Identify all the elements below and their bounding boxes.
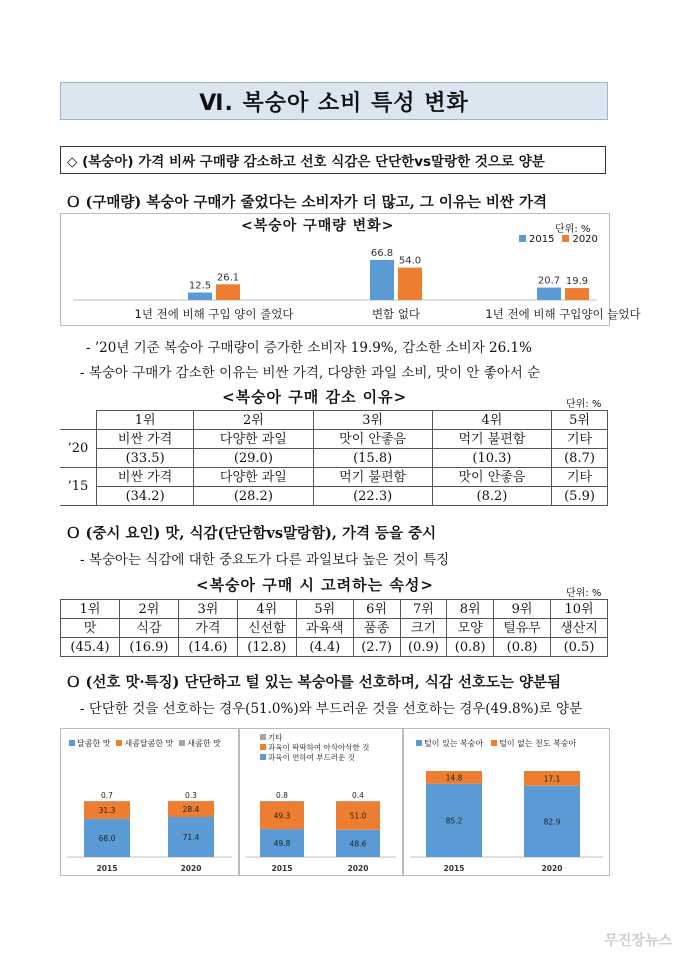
legend-label: 털이 없는 천도 복숭아 <box>499 739 577 748</box>
section1-bullet1: - ’20년 기준 복숭아 구매량이 증가한 소비자 19.9%, 감소한 소비자 26.1% <box>86 340 532 356</box>
table1-caption: <복숭아 구매 감소 이유> <box>222 388 408 406</box>
table-cell: 털유무 <box>494 619 551 638</box>
year-label: 2015 <box>96 864 118 873</box>
table-row <box>60 430 608 449</box>
stack-value-label: 14.8 <box>445 773 463 783</box>
table-cell: (8.7) <box>552 449 608 468</box>
watermark: 무진장뉴스 <box>604 933 672 949</box>
table-cell: 기타 <box>552 430 608 449</box>
table-cell: 신선함 <box>237 619 296 638</box>
table1 <box>60 410 608 506</box>
stack-value-label: 31.3 <box>98 806 116 816</box>
stack-value-label: 85.2 <box>445 816 463 826</box>
section3-heading: Ｏ (선호 맛·특징) 단단하고 털 있는 복숭아를 선호하며, 식감 선호도는 양분됨 <box>66 674 561 691</box>
chart4-svg <box>404 729 609 875</box>
table-cell: (14.6) <box>178 638 237 657</box>
legend-label: 2015 <box>529 234 555 245</box>
table-cell: (29.0) <box>194 449 313 468</box>
table-header: 8위 <box>447 600 494 619</box>
stack-value-label: 0.8 <box>276 791 288 801</box>
table-header: 3위 <box>178 600 237 619</box>
table-header: 5위 <box>552 411 608 430</box>
table-header: 4위 <box>432 411 551 430</box>
section2-heading: Ｏ (중시 요인) 맛, 식감(단단함vs말랑함), 가격 등을 중시 <box>66 525 437 542</box>
table-cell: 모양 <box>447 619 494 638</box>
legend-label: 기타 <box>268 733 283 742</box>
table-cell: 맛이 안좋음 <box>313 430 432 449</box>
table-cell: 다양한 과일 <box>194 430 313 449</box>
bar-2020-0 <box>216 284 240 300</box>
table-cell: 맛이 안좋음 <box>432 468 551 487</box>
table-header: 3위 <box>313 411 432 430</box>
table2-caption: <복숭아 구매 시 고려하는 속성> <box>196 576 434 594</box>
table-cell: 생산지 <box>550 619 607 638</box>
table-row <box>60 487 608 506</box>
stack-value-label: 0.4 <box>352 791 364 800</box>
table-cell: (12.8) <box>237 638 296 657</box>
table-header: 5위 <box>296 600 353 619</box>
chart1-title: <복숭아 구매량 변화> <box>241 218 395 234</box>
stack-value-label: 48.6 <box>349 839 367 849</box>
section-title: Ⅵ. 복숭아 소비 특성 변화 <box>60 82 608 120</box>
chart3-svg <box>240 729 402 875</box>
table-cell: 가격 <box>178 619 237 638</box>
table-cell: (33.5) <box>97 449 194 468</box>
chart2-container <box>60 728 239 876</box>
table2 <box>60 599 608 657</box>
table-header: 7위 <box>400 600 447 619</box>
table-header: 9위 <box>494 600 551 619</box>
table-header: 1위 <box>61 600 120 619</box>
year-label: 2015 <box>443 864 465 873</box>
category-label: 1년 전에 비해 구입양이 늘었다 <box>485 307 641 321</box>
legend-label: 달콤한 맛 <box>77 739 111 748</box>
chart3-container <box>239 728 403 876</box>
row-year: ’20 <box>60 430 97 468</box>
table-corner <box>60 411 97 430</box>
stack-value-label: 82.9 <box>543 817 561 827</box>
stack-value-label: 49.3 <box>273 811 291 821</box>
section1-heading: Ｏ (구매량) 복숭아 구매가 줄었다는 소비자가 더 많고, 그 이유는 비싼 가격 <box>66 194 547 211</box>
table-cell: 맛 <box>61 619 120 638</box>
bar-value-label: 26.1 <box>216 272 240 284</box>
bar-value-label: 12.5 <box>188 280 212 292</box>
stack-value-label: 28.4 <box>182 805 200 815</box>
table-row <box>60 449 608 468</box>
table-cell: (45.4) <box>61 638 120 657</box>
year-label: 2020 <box>541 864 563 873</box>
table-cell: (2.7) <box>353 638 400 657</box>
bar-2020-1 <box>398 268 422 300</box>
legend-label: 털이 있는 복숭아 <box>424 739 484 748</box>
table-header: 10위 <box>550 600 607 619</box>
stack-value-label: 71.4 <box>182 833 200 843</box>
table-cell: (34.2) <box>97 487 194 506</box>
table-cell: (22.3) <box>313 487 432 506</box>
table-cell: 먹기 불편함 <box>432 430 551 449</box>
chart1-svg <box>61 214 641 325</box>
table-cell: (16.9) <box>119 638 178 657</box>
year-label: 2020 <box>180 864 202 873</box>
category-label: 1년 전에 비해 구입 양이 줄었다 <box>134 307 294 321</box>
table-cell: (15.8) <box>313 449 432 468</box>
table-cell: 식감 <box>119 619 178 638</box>
stack-value-label: 0.7 <box>101 791 113 800</box>
table-cell: 품종 <box>353 619 400 638</box>
bar-2015-0 <box>188 293 212 301</box>
section2-bullet1: - 복숭아는 식감에 대한 중요도가 다른 과일보다 높은 것이 특징 <box>80 552 450 568</box>
table-cell: (0.9) <box>400 638 447 657</box>
stack-value-label: 51.0 <box>349 811 367 821</box>
table-cell: (4.4) <box>296 638 353 657</box>
table-row <box>61 638 608 657</box>
section3-bullet1: - 단단한 것을 선호하는 경우(51.0%)와 부드러운 것을 선호하는 경우(49.8%)로 양분 <box>80 701 583 717</box>
table-cell: (0.8) <box>494 638 551 657</box>
legend-label: 새콤한 맛 <box>187 739 221 748</box>
bar-value-label: 19.9 <box>565 276 589 288</box>
legend-label: 새콤달콤한 맛 <box>124 739 174 748</box>
table-header: 1위 <box>97 411 194 430</box>
table-cell: 비싼 가격 <box>97 430 194 449</box>
table-cell: (0.8) <box>447 638 494 657</box>
chart4-container <box>403 728 610 876</box>
table-cell: (5.9) <box>552 487 608 506</box>
table-row <box>60 468 608 487</box>
bar-value-label: 66.8 <box>370 247 394 259</box>
table-header-row <box>60 411 608 430</box>
year-label: 2020 <box>347 864 369 873</box>
table-header: 2위 <box>119 600 178 619</box>
summary-box: ◇ (복숭아) 가격 비싸 구매량 감소하고 선호 식감은 단단한vs말랑한 것으로 양분 <box>60 146 606 174</box>
category-label: 변함 없다 <box>371 307 421 321</box>
section1-bullet2: - 복숭아 구매가 감소한 이유는 비싼 가격, 다양한 과일 소비, 맛이 안 좋아서 순 <box>80 365 541 381</box>
table-cell: 크기 <box>400 619 447 638</box>
table-cell: 기타 <box>552 468 608 487</box>
table-header: 4위 <box>237 600 296 619</box>
row-year: ’15 <box>60 468 97 506</box>
table1-unit: 단위: % <box>566 399 602 410</box>
stack-value-label: 0.3 <box>185 790 197 800</box>
bar-value-label: 20.7 <box>537 275 561 287</box>
stack-value-label: 17.1 <box>543 774 561 784</box>
bar-2015-2 <box>537 288 561 300</box>
table-cell: 먹기 불편함 <box>313 468 432 487</box>
table-cell: 다양한 과일 <box>194 468 313 487</box>
table-cell: (28.2) <box>194 487 313 506</box>
bar-2015-1 <box>370 260 394 300</box>
chart1-container <box>60 213 641 326</box>
legend-label: 과육이 연하여 부드러운 것 <box>268 753 355 762</box>
year-label: 2015 <box>271 864 293 873</box>
legend-label: 과육이 딱딱하여 아삭아삭한 것 <box>268 743 370 752</box>
chart1-unit: 단위: % <box>555 224 591 235</box>
stack-value-label: 49.8 <box>273 839 291 849</box>
legend-label: 2020 <box>572 234 598 245</box>
stack-value-label: 68.0 <box>98 833 116 843</box>
table2-unit: 단위: % <box>566 588 602 599</box>
bar-2020-2 <box>565 288 589 300</box>
table-cell: (8.2) <box>432 487 551 506</box>
chart2-svg <box>61 729 238 875</box>
table-header: 6위 <box>353 600 400 619</box>
table-cell: 비싼 가격 <box>97 468 194 487</box>
table-cell: (0.5) <box>550 638 607 657</box>
bar-value-label: 54.0 <box>398 255 422 267</box>
table-header-row <box>61 600 608 619</box>
table-cell: 과육색 <box>296 619 353 638</box>
table-row <box>61 619 608 638</box>
table-header: 2위 <box>194 411 313 430</box>
table-cell: (10.3) <box>432 449 551 468</box>
